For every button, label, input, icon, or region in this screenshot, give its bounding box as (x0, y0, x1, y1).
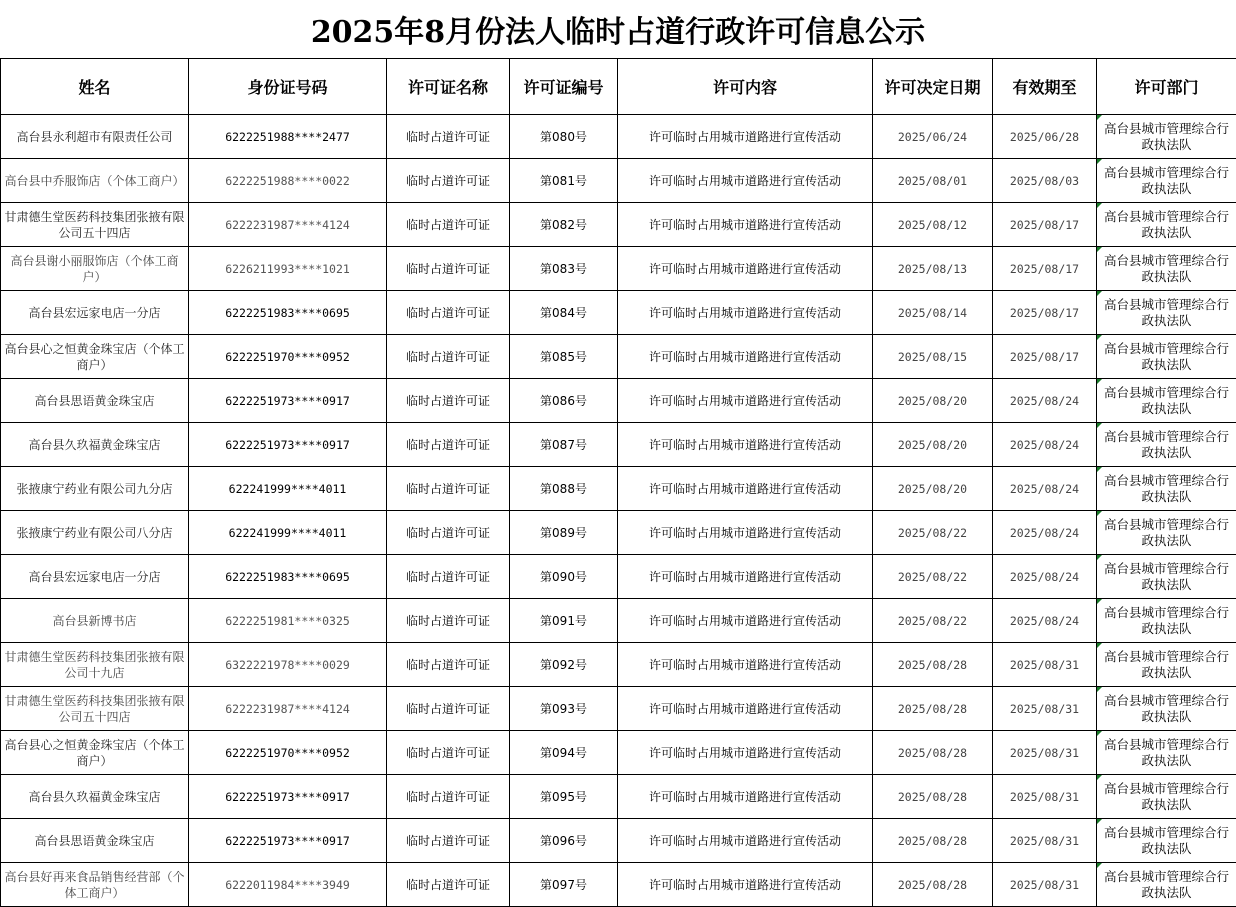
cell-department[interactable]: 高台县城市管理综合行政执法队 (1097, 555, 1236, 599)
cell-license-number[interactable]: 第088号 (510, 467, 618, 511)
cell-name[interactable]: 甘肃德生堂医药科技集团张掖有限公司五十四店 (1, 687, 189, 731)
cell-department[interactable]: 高台县城市管理综合行政执法队 (1097, 687, 1236, 731)
table-row (1, 555, 1236, 599)
cell-license-number[interactable]: 第092号 (510, 643, 618, 687)
cell-license-number[interactable]: 第081号 (510, 159, 618, 203)
table-row (1, 247, 1236, 291)
table-row (1, 203, 1236, 247)
cell-content[interactable]: 许可临时占用城市道路进行宣传活动 (618, 775, 873, 819)
cell-license-number[interactable]: 第082号 (510, 203, 618, 247)
cell-license-number[interactable]: 第086号 (510, 379, 618, 423)
cell-content[interactable]: 许可临时占用城市道路进行宣传活动 (618, 247, 873, 291)
header-id-number[interactable]: 身份证号码 (189, 59, 387, 115)
cell-content[interactable]: 许可临时占用城市道路进行宣传活动 (618, 555, 873, 599)
cell-department[interactable]: 高台县城市管理综合行政执法队 (1097, 159, 1236, 203)
cell-license-number[interactable]: 第096号 (510, 819, 618, 863)
cell-license-name[interactable]: 临时占道许可证 (387, 379, 510, 423)
cell-license-name[interactable]: 临时占道许可证 (387, 511, 510, 555)
table-row (1, 159, 1236, 203)
cell-id-number[interactable]: 6222251970****0952 (189, 335, 387, 379)
cell-valid-until[interactable]: 2025/08/31 (993, 687, 1097, 731)
cell-id-number[interactable]: 6222251973****0917 (189, 423, 387, 467)
cell-content[interactable]: 许可临时占用城市道路进行宣传活动 (618, 423, 873, 467)
table-row (1, 115, 1236, 159)
cell-valid-until[interactable]: 2025/08/17 (993, 247, 1097, 291)
table-row (1, 467, 1236, 511)
header-row (1, 59, 1236, 115)
cell-valid-until[interactable]: 2025/08/31 (993, 643, 1097, 687)
cell-valid-until[interactable]: 2025/08/17 (993, 203, 1097, 247)
cell-id-number[interactable]: 6222251973****0917 (189, 819, 387, 863)
cell-content[interactable]: 许可临时占用城市道路进行宣传活动 (618, 379, 873, 423)
cell-decision-date[interactable]: 2025/08/20 (873, 467, 993, 511)
cell-id-number[interactable]: 6222251983****0695 (189, 555, 387, 599)
cell-department[interactable]: 高台县城市管理综合行政执法队 (1097, 819, 1236, 863)
cell-valid-until[interactable]: 2025/08/31 (993, 731, 1097, 775)
cell-id-number[interactable]: 622241999****4011 (189, 511, 387, 555)
cell-decision-date[interactable]: 2025/08/28 (873, 687, 993, 731)
cell-license-name[interactable]: 临时占道许可证 (387, 159, 510, 203)
cell-id-number[interactable]: 6222251988****2477 (189, 115, 387, 159)
cell-name[interactable]: 高台县谢小丽服饰店（个体工商户） (1, 247, 189, 291)
table-row (1, 819, 1236, 863)
cell-license-number[interactable]: 第097号 (510, 863, 618, 907)
header-license-name[interactable]: 许可证名称 (387, 59, 510, 115)
cell-decision-date[interactable]: 2025/08/28 (873, 819, 993, 863)
cell-department[interactable]: 高台县城市管理综合行政执法队 (1097, 863, 1236, 907)
cell-content[interactable]: 许可临时占用城市道路进行宣传活动 (618, 599, 873, 643)
cell-id-number[interactable]: 6222251981****0325 (189, 599, 387, 643)
cell-content[interactable]: 许可临时占用城市道路进行宣传活动 (618, 467, 873, 511)
cell-decision-date[interactable]: 2025/08/22 (873, 599, 993, 643)
cell-content[interactable]: 许可临时占用城市道路进行宣传活动 (618, 643, 873, 687)
cell-content[interactable]: 许可临时占用城市道路进行宣传活动 (618, 115, 873, 159)
cell-license-name[interactable]: 临时占道许可证 (387, 863, 510, 907)
cell-valid-until[interactable]: 2025/08/24 (993, 511, 1097, 555)
header-content[interactable]: 许可内容 (618, 59, 873, 115)
cell-department[interactable]: 高台县城市管理综合行政执法队 (1097, 643, 1236, 687)
cell-name[interactable]: 高台县久玖福黄金珠宝店 (1, 775, 189, 819)
header-license-number[interactable]: 许可证编号 (510, 59, 618, 115)
cell-license-number[interactable]: 第083号 (510, 247, 618, 291)
cell-valid-until[interactable]: 2025/08/24 (993, 423, 1097, 467)
table-row (1, 643, 1236, 687)
table-row (1, 775, 1236, 819)
cell-name[interactable]: 高台县久玖福黄金珠宝店 (1, 423, 189, 467)
cell-id-number[interactable]: 6222251973****0917 (189, 379, 387, 423)
cell-content[interactable]: 许可临时占用城市道路进行宣传活动 (618, 819, 873, 863)
cell-license-number[interactable]: 第091号 (510, 599, 618, 643)
cell-valid-until[interactable]: 2025/08/31 (993, 775, 1097, 819)
header-valid-until[interactable]: 有效期至 (993, 59, 1097, 115)
cell-name[interactable]: 张掖康宁药业有限公司九分店 (1, 467, 189, 511)
cell-name[interactable]: 甘肃德生堂医药科技集团张掖有限公司十九店 (1, 643, 189, 687)
cell-decision-date[interactable]: 2025/08/14 (873, 291, 993, 335)
page-title: 2025年8月份法人临时占道行政许可信息公示 (0, 0, 1236, 59)
cell-decision-date[interactable]: 2025/08/13 (873, 247, 993, 291)
table-row (1, 599, 1236, 643)
cell-content[interactable]: 许可临时占用城市道路进行宣传活动 (618, 335, 873, 379)
header-department[interactable]: 许可部门 (1097, 59, 1236, 115)
cell-id-number[interactable]: 6322221978****0029 (189, 643, 387, 687)
cell-name[interactable]: 高台县宏远家电店一分店 (1, 555, 189, 599)
header-name[interactable]: 姓名 (1, 59, 189, 115)
cell-license-name[interactable]: 临时占道许可证 (387, 731, 510, 775)
cell-valid-until[interactable]: 2025/06/28 (993, 115, 1097, 159)
cell-license-number[interactable]: 第089号 (510, 511, 618, 555)
cell-license-name[interactable]: 临时占道许可证 (387, 819, 510, 863)
cell-decision-date[interactable]: 2025/08/20 (873, 379, 993, 423)
cell-id-number[interactable]: 6222251970****0952 (189, 731, 387, 775)
table-row (1, 511, 1236, 555)
cell-id-number[interactable]: 6222251983****0695 (189, 291, 387, 335)
cell-department[interactable]: 高台县城市管理综合行政执法队 (1097, 115, 1236, 159)
cell-decision-date[interactable]: 2025/08/28 (873, 731, 993, 775)
cell-name[interactable]: 高台县心之恒黄金珠宝店（个体工商户） (1, 335, 189, 379)
cell-department[interactable]: 高台县城市管理综合行政执法队 (1097, 291, 1236, 335)
cell-license-name[interactable]: 临时占道许可证 (387, 687, 510, 731)
cell-valid-until[interactable]: 2025/08/31 (993, 819, 1097, 863)
cell-license-name[interactable]: 临时占道许可证 (387, 423, 510, 467)
cell-department[interactable]: 高台县城市管理综合行政执法队 (1097, 423, 1236, 467)
cell-license-number[interactable]: 第093号 (510, 687, 618, 731)
cell-decision-date[interactable]: 2025/08/28 (873, 775, 993, 819)
table-row (1, 731, 1236, 775)
cell-name[interactable]: 高台县思语黄金珠宝店 (1, 379, 189, 423)
cell-license-number[interactable]: 第080号 (510, 115, 618, 159)
cell-department[interactable]: 高台县城市管理综合行政执法队 (1097, 335, 1236, 379)
cell-name[interactable]: 高台县新博书店 (1, 599, 189, 643)
cell-content[interactable]: 许可临时占用城市道路进行宣传活动 (618, 203, 873, 247)
cell-license-number[interactable]: 第087号 (510, 423, 618, 467)
cell-decision-date[interactable]: 2025/08/15 (873, 335, 993, 379)
cell-decision-date[interactable]: 2025/08/12 (873, 203, 993, 247)
cell-name[interactable]: 高台县好再来食品销售经营部（个体工商户） (1, 863, 189, 907)
cell-content[interactable]: 许可临时占用城市道路进行宣传活动 (618, 687, 873, 731)
cell-department[interactable]: 高台县城市管理综合行政执法队 (1097, 731, 1236, 775)
cell-decision-date[interactable]: 2025/08/20 (873, 423, 993, 467)
cell-decision-date[interactable]: 2025/08/28 (873, 863, 993, 907)
cell-id-number[interactable]: 6222251973****0917 (189, 775, 387, 819)
cell-content[interactable]: 许可临时占用城市道路进行宣传活动 (618, 731, 873, 775)
table-row (1, 423, 1236, 467)
cell-license-name[interactable]: 临时占道许可证 (387, 599, 510, 643)
permit-table (0, 58, 1236, 907)
cell-content[interactable]: 许可临时占用城市道路进行宣传活动 (618, 863, 873, 907)
cell-department[interactable]: 高台县城市管理综合行政执法队 (1097, 467, 1236, 511)
cell-decision-date[interactable]: 2025/08/22 (873, 511, 993, 555)
cell-license-name[interactable]: 临时占道许可证 (387, 555, 510, 599)
header-decision-date[interactable]: 许可决定日期 (873, 59, 993, 115)
table-row (1, 335, 1236, 379)
cell-license-name[interactable]: 临时占道许可证 (387, 335, 510, 379)
cell-department[interactable]: 高台县城市管理综合行政执法队 (1097, 379, 1236, 423)
cell-id-number[interactable]: 622241999****4011 (189, 467, 387, 511)
cell-content[interactable]: 许可临时占用城市道路进行宣传活动 (618, 511, 873, 555)
cell-department[interactable]: 高台县城市管理综合行政执法队 (1097, 511, 1236, 555)
cell-id-number[interactable]: 6222231987****4124 (189, 687, 387, 731)
cell-id-number[interactable]: 6226211993****1021 (189, 247, 387, 291)
cell-id-number[interactable]: 6222251988****0022 (189, 159, 387, 203)
cell-valid-until[interactable]: 2025/08/24 (993, 467, 1097, 511)
cell-department[interactable]: 高台县城市管理综合行政执法队 (1097, 599, 1236, 643)
cell-id-number[interactable]: 6222011984****3949 (189, 863, 387, 907)
cell-license-number[interactable]: 第085号 (510, 335, 618, 379)
cell-name[interactable]: 张掖康宁药业有限公司八分店 (1, 511, 189, 555)
cell-department[interactable]: 高台县城市管理综合行政执法队 (1097, 203, 1236, 247)
cell-license-name[interactable]: 临时占道许可证 (387, 247, 510, 291)
cell-content[interactable]: 许可临时占用城市道路进行宣传活动 (618, 291, 873, 335)
cell-decision-date[interactable]: 2025/06/24 (873, 115, 993, 159)
cell-valid-until[interactable]: 2025/08/03 (993, 159, 1097, 203)
table-row (1, 291, 1236, 335)
cell-valid-until[interactable]: 2025/08/24 (993, 555, 1097, 599)
cell-valid-until[interactable]: 2025/08/17 (993, 335, 1097, 379)
table-row (1, 687, 1236, 731)
cell-license-name[interactable]: 临时占道许可证 (387, 643, 510, 687)
cell-valid-until[interactable]: 2025/08/31 (993, 863, 1097, 907)
cell-name[interactable]: 高台县心之恒黄金珠宝店（个体工商户） (1, 731, 189, 775)
cell-name[interactable]: 高台县中乔服饰店（个体工商户） (1, 159, 189, 203)
table-row (1, 863, 1236, 907)
cell-license-number[interactable]: 第095号 (510, 775, 618, 819)
cell-name[interactable]: 高台县思语黄金珠宝店 (1, 819, 189, 863)
cell-decision-date[interactable]: 2025/08/01 (873, 159, 993, 203)
cell-valid-until[interactable]: 2025/08/24 (993, 379, 1097, 423)
cell-name[interactable]: 高台县宏远家电店一分店 (1, 291, 189, 335)
cell-license-name[interactable]: 临时占道许可证 (387, 467, 510, 511)
cell-department[interactable]: 高台县城市管理综合行政执法队 (1097, 775, 1236, 819)
cell-license-name[interactable]: 临时占道许可证 (387, 115, 510, 159)
cell-license-name[interactable]: 临时占道许可证 (387, 775, 510, 819)
cell-content[interactable]: 许可临时占用城市道路进行宣传活动 (618, 159, 873, 203)
cell-decision-date[interactable]: 2025/08/22 (873, 555, 993, 599)
cell-license-number[interactable]: 第094号 (510, 731, 618, 775)
cell-name[interactable]: 甘肃德生堂医药科技集团张掖有限公司五十四店 (1, 203, 189, 247)
cell-license-name[interactable]: 临时占道许可证 (387, 203, 510, 247)
cell-license-number[interactable]: 第090号 (510, 555, 618, 599)
cell-valid-until[interactable]: 2025/08/17 (993, 291, 1097, 335)
cell-valid-until[interactable]: 2025/08/24 (993, 599, 1097, 643)
cell-license-name[interactable]: 临时占道许可证 (387, 291, 510, 335)
cell-department[interactable]: 高台县城市管理综合行政执法队 (1097, 247, 1236, 291)
cell-license-number[interactable]: 第084号 (510, 291, 618, 335)
cell-decision-date[interactable]: 2025/08/28 (873, 643, 993, 687)
cell-name[interactable]: 高台县永利超市有限责任公司 (1, 115, 189, 159)
table-row (1, 379, 1236, 423)
cell-id-number[interactable]: 6222231987****4124 (189, 203, 387, 247)
